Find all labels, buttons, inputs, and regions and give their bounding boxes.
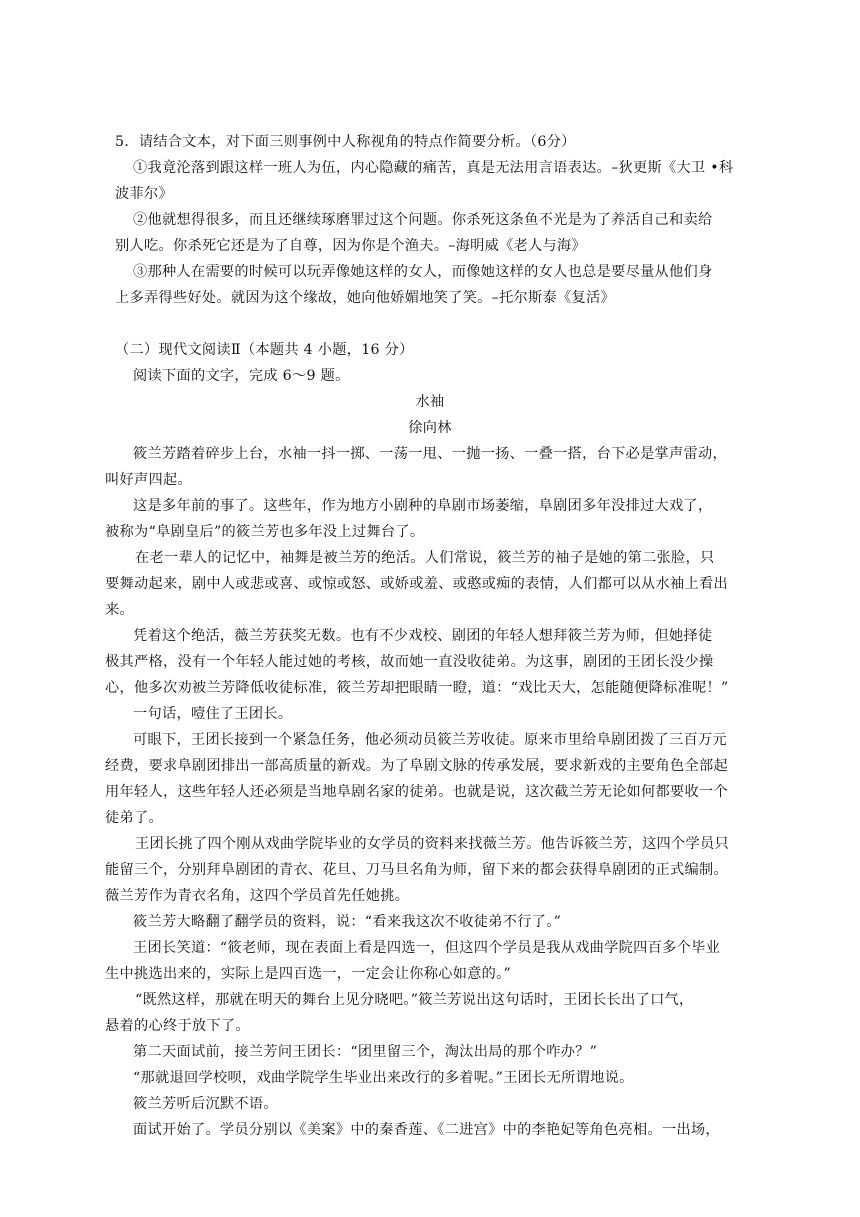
- question-5-prompt: 5．请结合文本，对下面三则事例中人称视角的特点作简要分析。（6分）: [115, 134, 576, 150]
- story-line: 用年轻人，这些年轻人还必须是当地阜剧名家的徒弟。也就是说，这次截兰芳无论如何都要收一个: [105, 784, 728, 800]
- story-line: 极其严格，没有一个年轻人能过她的考核，故而她一直没收徒弟。为这事，剧团的王团长没少操: [105, 654, 714, 670]
- story-line: 要舞动起来，剧中人或悲或喜、或惊或怒、或娇或羞、或憨或痴的表情，人们都可以从水袖上看出: [105, 576, 728, 592]
- story-line: 王团长笑道：“筱老师，现在表面上看是四选一，但这四个学员是我从戏曲学院四百多个毕业: [133, 940, 721, 956]
- story-line: 来。: [105, 602, 134, 618]
- story-line: 第二天面试前，接兰芳问王团长：“团里留三个，淘汰出局的那个咋办？”: [133, 1044, 598, 1060]
- story-author: 徐向林: [408, 420, 452, 436]
- section-instruction: 阅读下面的文字，完成 6～9 题。: [133, 368, 350, 384]
- story-line: 薇兰芳作为青衣名角，这四个学员首先任她挑。: [105, 888, 410, 904]
- story-line: 筱兰芳踏着碎步上台，水袖一抖一掷、一荡一甩、一抛一扬、一叠一搭，台下必是掌声雷动，: [133, 446, 727, 462]
- example-1-line-2: 波菲尔》: [115, 186, 173, 202]
- story-line: 筱兰芳大略翻了翻学员的资料，说：“看来我这次不收徒弟不行了。”: [133, 914, 562, 930]
- story-line: 筱兰芳听后沉默不语。: [133, 1096, 278, 1112]
- story-line: 叫好声四起。: [105, 472, 192, 488]
- example-3-line-1: ③那种人在需要的时候可以玩弄像她这样的女人，而像她这样的女人也总是要尽量从他们身: [133, 264, 713, 280]
- story-line: 心，他多次劝被兰芳降低收徒标准，筱兰芳却把眼睛一瞪，道：“戏比天大，怎能随便降标准呢！”: [105, 680, 729, 696]
- story-line: 能留三个，分别拜阜剧团的青衣、花旦、刀马旦名角为师，留下来的都会获得阜剧团的正式编制。: [105, 862, 728, 878]
- story-line: 悬着的心终于放下了。: [105, 1018, 250, 1034]
- story-line: 凭着这个绝活，薇兰芳获奖无数。也有不少戏校、剧团的年轻人想拜筱兰芳为师，但她择徒: [133, 628, 713, 644]
- example-2-line-1: ②他就想得很多，而且还继续琢磨罪过这个问题。你杀死这条鱼不光是为了养活自己和卖给: [133, 212, 713, 228]
- story-line: “那就退回学校呗，戏曲学院学生毕业出来改行的多着呢。”王团长无所谓地说。: [133, 1070, 634, 1086]
- example-2-line-2: 别人吃。你杀死它还是为了自尊，因为你是个渔夫。–海明威《老人与海》: [115, 238, 586, 254]
- example-1-line-1: ①我竟沦落到跟这样一班人为伍，内心隐藏的痛苦，真是无法用言语表达。–狄更斯《大卫 •科: [133, 160, 734, 176]
- story-line: 这是多年前的事了。这些年，作为地方小剧种的阜剧市场萎缩，阜剧团多年没排过大戏了，: [133, 498, 713, 514]
- story-line: 王团长挑了四个刚从戏曲学院毕业的女学员的资料来找薇兰芳。他告诉筱兰芳，这四个学员只: [135, 836, 729, 852]
- section-heading: （二）现代文阅读Ⅱ（本题共 4 小题，16 分）: [115, 342, 414, 358]
- story-line: 徒弟了。: [105, 810, 163, 826]
- story-line: 面试开始了。学员分别以《美案》中的秦香莲、《二进宫》中的李艳妃等角色亮相。一出场，: [133, 1122, 720, 1138]
- story-line: 可眼下，王团长接到一个紧急任务，他必须动员筱兰芳收徒。原来市里给阜剧团拨了三百万元: [133, 732, 727, 748]
- story-line: 生中挑选出来的，实际上是四百选一，一定会让你称心如意的。”: [105, 966, 512, 982]
- story-line: 在老一辈人的记忆中，袖舞是被兰芳的绝活。人们常说，筱兰芳的袖子是她的第二张脸，只: [135, 550, 715, 566]
- example-3-line-2: 上多弄得些好处。就因为这个缘故，她向他娇媚地笑了笑。–托尔斯泰《复活》: [115, 290, 615, 306]
- story-line: 被称为“阜剧皇后”的筱兰芳也多年没上过舞台了。: [105, 524, 425, 540]
- story-line: “既然这样，那就在明天的舞台上见分晓吧。”筱兰芳说出这句话时，王团长长出了口气，: [135, 992, 694, 1008]
- story-line: 一句话，噎住了王团长。: [133, 706, 293, 722]
- story-line: 经费，要求阜剧团排出一部高质量的新戏。为了阜剧文脉的传承发展，要求新戏的主要角色全部起: [105, 758, 728, 774]
- story-title: 水袖: [415, 394, 445, 410]
